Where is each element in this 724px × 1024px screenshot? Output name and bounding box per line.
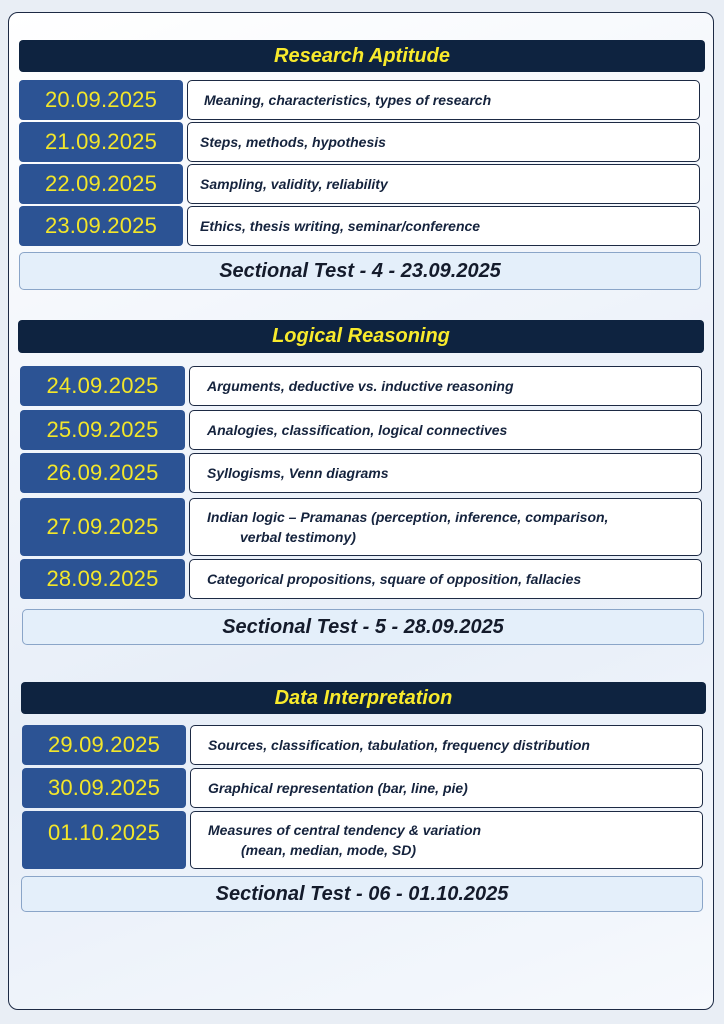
date-cell: 29.09.2025 <box>22 725 186 765</box>
topic-cell: Steps, methods, hypothesis <box>187 122 700 162</box>
topic-cell: Syllogisms, Venn diagrams <box>189 453 702 493</box>
date-cell: 28.09.2025 <box>20 559 185 599</box>
date-cell: 23.09.2025 <box>19 206 183 246</box>
date-cell: 20.09.2025 <box>19 80 183 120</box>
sectional-test-banner: Sectional Test - 4 - 23.09.2025 <box>19 252 701 290</box>
topic-cell: Ethics, thesis writing, seminar/conference <box>187 206 700 246</box>
date-cell: 21.09.2025 <box>19 122 183 162</box>
date-cell: 30.09.2025 <box>22 768 186 808</box>
topic-cell: Graphical representation (bar, line, pie) <box>190 768 703 808</box>
section-header-logical-reasoning: Logical Reasoning <box>18 320 704 353</box>
date-cell: 01.10.2025 <box>22 811 186 869</box>
topic-multiline <box>208 820 481 860</box>
date-cell: 22.09.2025 <box>19 164 183 204</box>
topic-multiline <box>207 507 608 547</box>
topic-cell: Sampling, validity, reliability <box>187 164 700 204</box>
date-cell: 24.09.2025 <box>20 366 185 406</box>
topic-line: Measures of central tendency & variation <box>208 822 482 838</box>
topic-line: (mean, median, mode, SD) <box>241 842 417 858</box>
topic-cell <box>189 498 702 556</box>
date-cell: 26.09.2025 <box>20 453 185 493</box>
sectional-test-banner: Sectional Test - 06 - 01.10.2025 <box>21 876 703 912</box>
topic-line: Indian logic – Pramanas (perception, inference, comparison, <box>207 509 609 525</box>
topic-cell: Meaning, characteristics, types of research <box>187 80 700 120</box>
date-cell: 27.09.2025 <box>20 498 185 556</box>
topic-cell <box>190 811 703 869</box>
topic-line: verbal testimony) <box>240 529 356 545</box>
section-header-research-aptitude: Research Aptitude <box>19 40 705 72</box>
topic-cell: Arguments, deductive vs. inductive reasoning <box>189 366 702 406</box>
topic-cell: Categorical propositions, square of opposition, fallacies <box>189 559 702 599</box>
date-cell: 25.09.2025 <box>20 410 185 450</box>
topic-cell: Analogies, classification, logical connectives <box>189 410 702 450</box>
section-header-data-interpretation: Data Interpretation <box>21 682 706 714</box>
sectional-test-banner: Sectional Test - 5 - 28.09.2025 <box>22 609 704 645</box>
topic-cell: Sources, classification, tabulation, frequency distribution <box>190 725 703 765</box>
